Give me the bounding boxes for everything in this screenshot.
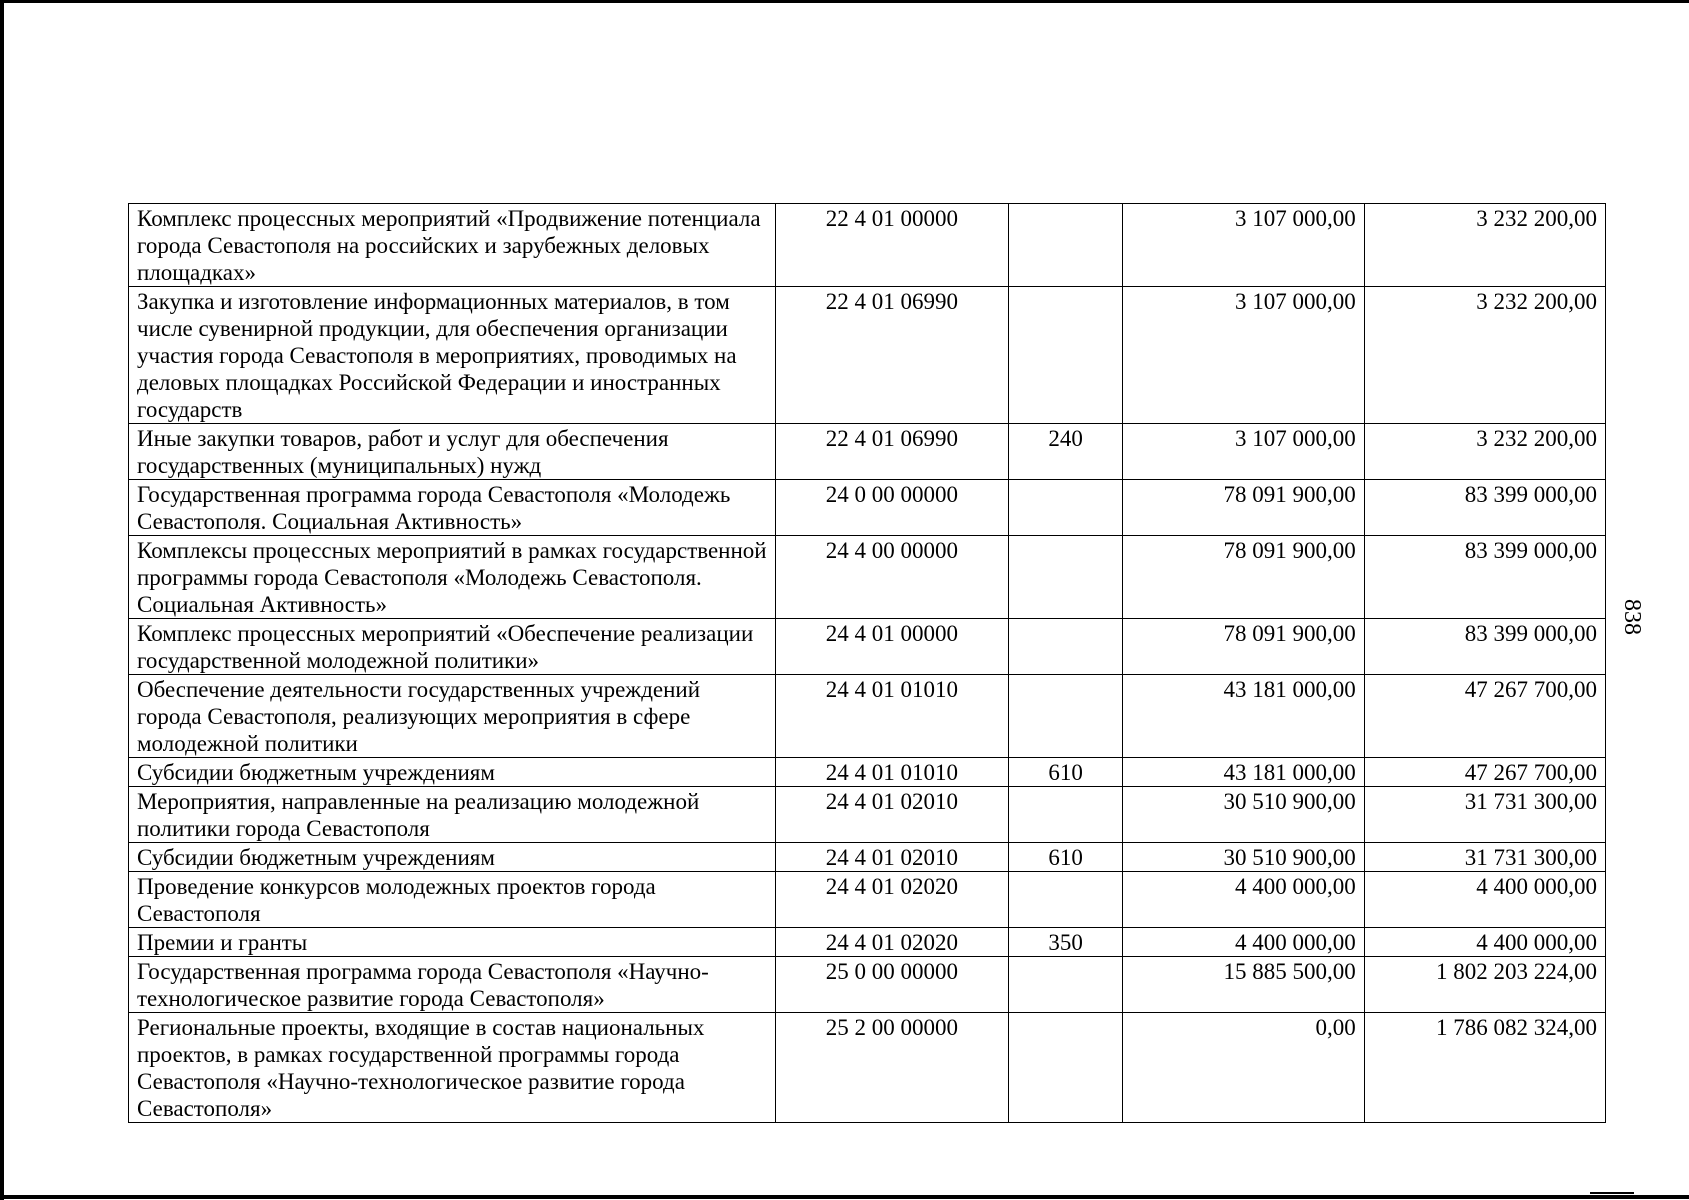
row-code-cell: 25 0 00 00000 — [775, 957, 1008, 1013]
row-name-cell: Мероприятия, направленные на реализацию молодежной политики города Севастополя — [129, 787, 776, 843]
row-name-cell: Государственная программа города Севастополя «Молодежь Севастополя. Социальная Активность» — [129, 480, 776, 536]
row-amount-year1-cell: 3 107 000,00 — [1123, 424, 1364, 480]
table-row — [129, 843, 1606, 872]
table-row — [129, 872, 1606, 928]
row-code-cell: 24 4 01 01010 — [775, 675, 1008, 758]
row-name-cell: Государственная программа города Севастополя «Научно-технологическое развитие города Севастополя» — [129, 957, 776, 1013]
row-code-cell: 24 4 01 01010 — [775, 758, 1008, 787]
row-amount-year1-cell: 4 400 000,00 — [1123, 928, 1364, 957]
row-expense-type-cell: 350 — [1008, 928, 1123, 957]
row-code-cell: 24 4 01 02010 — [775, 843, 1008, 872]
row-amount-year2-cell: 83 399 000,00 — [1364, 619, 1605, 675]
row-code-cell: 24 4 00 00000 — [775, 536, 1008, 619]
row-name-cell: Субсидии бюджетным учреждениям — [129, 843, 776, 872]
row-expense-type-cell: 610 — [1008, 758, 1123, 787]
row-expense-type-cell — [1008, 1013, 1123, 1123]
row-amount-year1-cell: 15 885 500,00 — [1123, 957, 1364, 1013]
row-amount-year2-cell: 47 267 700,00 — [1364, 758, 1605, 787]
row-amount-year2-cell: 4 400 000,00 — [1364, 928, 1605, 957]
row-expense-type-cell — [1008, 957, 1123, 1013]
table-row — [129, 480, 1606, 536]
row-amount-year2-cell: 3 232 200,00 — [1364, 424, 1605, 480]
row-amount-year1-cell: 3 107 000,00 — [1123, 204, 1364, 287]
row-amount-year1-cell: 30 510 900,00 — [1123, 787, 1364, 843]
row-expense-type-cell — [1008, 619, 1123, 675]
table-row — [129, 619, 1606, 675]
row-code-cell: 24 4 01 02020 — [775, 928, 1008, 957]
table-row — [129, 1013, 1606, 1123]
row-amount-year2-cell: 1 802 203 224,00 — [1364, 957, 1605, 1013]
table-row — [129, 424, 1606, 480]
row-code-cell: 24 0 00 00000 — [775, 480, 1008, 536]
row-amount-year2-cell: 3 232 200,00 — [1364, 204, 1605, 287]
row-expense-type-cell — [1008, 787, 1123, 843]
row-expense-type-cell — [1008, 675, 1123, 758]
table-row — [129, 675, 1606, 758]
row-expense-type-cell: 610 — [1008, 843, 1123, 872]
row-code-cell: 25 2 00 00000 — [775, 1013, 1008, 1123]
scan-border-fragment — [1590, 1192, 1634, 1194]
row-expense-type-cell — [1008, 204, 1123, 287]
row-amount-year1-cell: 4 400 000,00 — [1123, 872, 1364, 928]
row-amount-year1-cell: 78 091 900,00 — [1123, 480, 1364, 536]
table-row — [129, 787, 1606, 843]
row-amount-year1-cell: 30 510 900,00 — [1123, 843, 1364, 872]
row-name-cell: Обеспечение деятельности государственных учреждений города Севастополя, реализующих мероприятия в сфере молодежной политики — [129, 675, 776, 758]
row-amount-year1-cell: 78 091 900,00 — [1123, 536, 1364, 619]
row-amount-year1-cell: 0,00 — [1123, 1013, 1364, 1123]
table-row — [129, 957, 1606, 1013]
row-amount-year1-cell: 78 091 900,00 — [1123, 619, 1364, 675]
page-number: 838 — [1619, 599, 1645, 635]
row-name-cell: Проведение конкурсов молодежных проектов города Севастополя — [129, 872, 776, 928]
table-row — [129, 204, 1606, 287]
row-amount-year1-cell: 43 181 000,00 — [1123, 758, 1364, 787]
table-row — [129, 287, 1606, 424]
row-amount-year2-cell: 83 399 000,00 — [1364, 536, 1605, 619]
row-amount-year2-cell: 47 267 700,00 — [1364, 675, 1605, 758]
row-name-cell: Субсидии бюджетным учреждениям — [129, 758, 776, 787]
row-amount-year1-cell: 3 107 000,00 — [1123, 287, 1364, 424]
row-expense-type-cell — [1008, 287, 1123, 424]
row-amount-year2-cell: 4 400 000,00 — [1364, 872, 1605, 928]
table-row — [129, 536, 1606, 619]
row-expense-type-cell — [1008, 872, 1123, 928]
row-name-cell: Комплексы процессных мероприятий в рамках государственной программы города Севастополя «Молодежь Севастополя. Социальная Активность» — [129, 536, 776, 619]
table-row — [129, 758, 1606, 787]
table-row — [129, 928, 1606, 957]
row-expense-type-cell: 240 — [1008, 424, 1123, 480]
scan-border-top — [0, 0, 1689, 3]
row-name-cell: Комплекс процессных мероприятий «Продвижение потенциала города Севастополя на российских и зарубежных деловых площадках» — [129, 204, 776, 287]
row-name-cell: Иные закупки товаров, работ и услуг для обеспечения государственных (муниципальных) нужд — [129, 424, 776, 480]
scan-border-bottom — [0, 1195, 1689, 1199]
row-amount-year2-cell: 31 731 300,00 — [1364, 787, 1605, 843]
row-amount-year1-cell: 43 181 000,00 — [1123, 675, 1364, 758]
row-amount-year2-cell: 83 399 000,00 — [1364, 480, 1605, 536]
budget-table-body — [129, 204, 1606, 1123]
row-name-cell: Комплекс процессных мероприятий «Обеспечение реализации государственной молодежной политики» — [129, 619, 776, 675]
budget-table — [128, 203, 1606, 1123]
row-code-cell: 22 4 01 06990 — [775, 287, 1008, 424]
scan-border-left — [0, 0, 4, 1200]
row-amount-year2-cell: 1 786 082 324,00 — [1364, 1013, 1605, 1123]
row-amount-year2-cell: 3 232 200,00 — [1364, 287, 1605, 424]
row-expense-type-cell — [1008, 536, 1123, 619]
row-name-cell: Региональные проекты, входящие в состав национальных проектов, в рамках государственной программы города Севастополя «Научно-технологическое развитие города Севастополя» — [129, 1013, 776, 1123]
row-expense-type-cell — [1008, 480, 1123, 536]
row-name-cell: Премии и гранты — [129, 928, 776, 957]
row-code-cell: 24 4 01 00000 — [775, 619, 1008, 675]
row-code-cell: 22 4 01 06990 — [775, 424, 1008, 480]
row-code-cell: 24 4 01 02010 — [775, 787, 1008, 843]
row-code-cell: 24 4 01 02020 — [775, 872, 1008, 928]
row-name-cell: Закупка и изготовление информационных материалов, в том числе сувенирной продукции, для обеспечения организации участия города Севастополя в мероприятиях, проводимых на деловых площадках Российской Федерации и иностранных государств — [129, 287, 776, 424]
row-amount-year2-cell: 31 731 300,00 — [1364, 843, 1605, 872]
row-code-cell: 22 4 01 00000 — [775, 204, 1008, 287]
